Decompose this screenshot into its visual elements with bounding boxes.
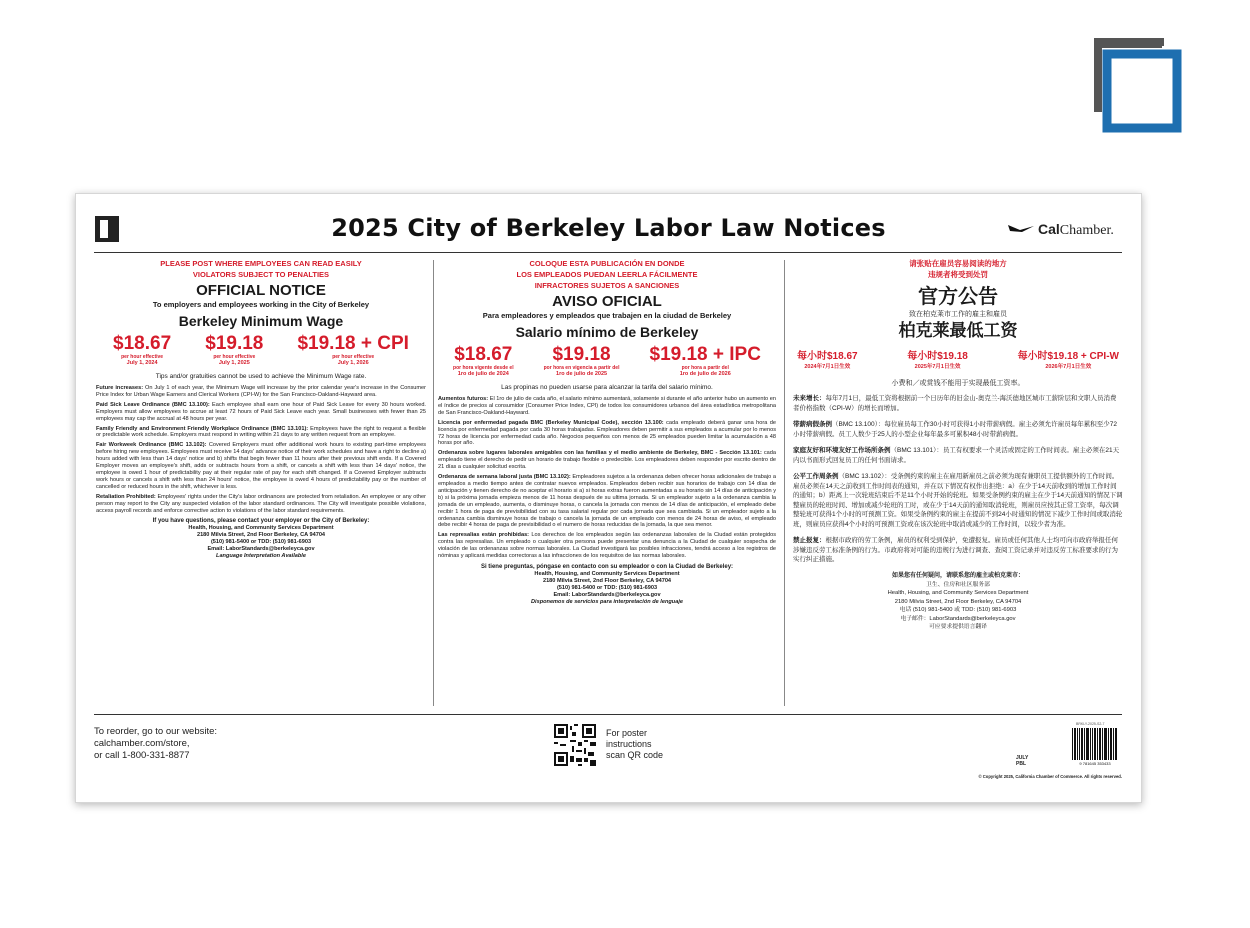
paragraph-text: cada empleado tiene el derecho de pedir un horario de trabajo flexible o predecible. Los empleadores deben responder por escrito dentro de 21 días a cualquier solicitud escrita. (438, 450, 776, 471)
paragraph-head: 禁止报复： (793, 537, 826, 544)
rate-date: 1ro de julio de 2025 (556, 371, 608, 377)
interpretation-note: Language Interpretation Available (216, 553, 306, 560)
post-notice-line1: 请张贴在雇员容易阅读的地方 (909, 259, 1007, 268)
rate-label: por hora en vigencia a partir del (543, 365, 620, 371)
date-code-line1: JULY (1016, 755, 1029, 761)
paragraph-head: Paid Sick Leave Ordinance (BMC 13.100): (96, 401, 210, 408)
paragraph-head: Ordenanza sobre lugares laborales amigables con las familias y el medio ambiente de Berkeley, BMC - Sección 13.101: (438, 450, 762, 457)
wage-rates (438, 345, 776, 378)
rate-date: July 1, 2024 (126, 360, 158, 366)
paragraph-retaliation (438, 532, 776, 560)
minimum-wage-title: Berkeley Minimum Wage (178, 313, 344, 329)
reorder-line3: or call 1-800-331-8877 (94, 750, 190, 761)
wage-rate-2026 (1018, 350, 1119, 372)
qr-line2: instructions (606, 739, 652, 749)
wage-rate-2024 (453, 345, 514, 378)
paragraph-family-friendly (438, 450, 776, 471)
rate-date: 2026年7月1日生效 (1045, 364, 1092, 370)
paragraph-head: Family Friendly and Environment Friendly Workplace Ordinance (BMC 13.101): (96, 425, 309, 432)
paragraph-family-friendly (96, 426, 426, 440)
department-email: 电子邮件：LaborStandards@berkeleyca.gov (900, 615, 1016, 622)
paragraph-text: Employees' rights under the City's labor ordinances are protected from retaliation. An employee or any other person may report to the City any suspected violation of the labor standard ordinances. The City will investigate possible violations, access payroll records and enforce corrective action to violations of the labor standard requirements. (96, 493, 426, 514)
paragraph-head: 公平工作周条例 (793, 473, 839, 480)
paragraph-text: （BMC 13.100）：每位雇员每工作30小时可获得1小时带薪病假。雇主必须允许雇员每年累积至少72小时带薪病假。员工人数少于25人的小型企业每年最多可累积48小时带薪病假。 (793, 421, 1117, 438)
paragraph-text: cada empleado deberá ganar una hora de licencia por enfermedad pagada por cada 30 horas trabajadas. Empleadores deben permitir a sus empleados a acumular por lo menos 72 horas de licencia por enfermedad cada año. Negocios pequeños con menos de 25 empleados pueden limitar la acumulación a 48 horas por año. (438, 419, 776, 447)
column-divider (784, 260, 785, 706)
paragraph-head: 带薪病假条例 (793, 421, 832, 428)
tip-note: Las propinas no pueden usarse para alcanzar la tarifa del salario mínimo. (501, 384, 713, 391)
paragraph-text: 每年7月1日，最低工资将根据前一个日历年的旧金山-奥克兰-海沃德地区城市工薪阶层和文职人员消费者价格指数（CPI-W）的增长而增加。 (793, 395, 1117, 412)
wage-rates (96, 334, 426, 367)
department-phone: (510) 981-5400 or TDD: (510) 981-6903 (556, 584, 658, 591)
rate-amount: $18.67 (454, 344, 513, 365)
wage-rate-2024 (113, 334, 171, 367)
paragraph-text: El 1ro de julio de cada año, el salario mínimo aumentará, solamente si durante el año anterior hubo un aumento en el índice de precios al consumidor (Consumer Price Index, CPI) de todos los consumidores urbanos del área estadística metropolitana de San Francisco-Oakland-Hayward. (438, 396, 776, 416)
barcode-icon (1071, 728, 1119, 766)
paragraph-head: Future increases: (96, 385, 144, 391)
copyright-notice: © Copyright 2025, California Chamber of Commerce. All rights reserved. (978, 774, 1122, 779)
interpretation-note: 可应要求提供语言翻译 (929, 624, 987, 630)
paragraph-head: 家庭友好和环境友好工作场所条例 (793, 447, 891, 454)
calchamber-brand (1038, 221, 1114, 239)
paragraph-text: On July 1 of each year, the Minimum Wage will increase by the prior calendar year's increase in the Consumer Price Index for Urban Wage Earners and Clerical Workers (CPI-W) for the San Francisco-Oakland-Hayward area. (96, 385, 426, 398)
wage-rate-2026 (650, 345, 761, 378)
paragraph-text: Each employee shall earn one hour of Paid Sick Leave for every 30 hours worked. Employers must allow employees to accrue at least 72 hours of Paid Sick Leave each year. Small businesses with fewer than 25 employees may cap the accrual at 48 hours per year. (96, 401, 426, 422)
paragraph-head: Las represalias están prohibidas: (438, 532, 530, 539)
official-notice-title: 官方公告 (918, 286, 998, 308)
rate-amount: 每小时$19.18 (907, 351, 968, 362)
paragraph-text: Los derechos de los empleados según las ordenanzas laborales de la Ciudad están protegidos contra las represalias. Un empleado o cualquier otra persona puede presentar una denuncia a la Ciudad de cualquier sospecha de violación de las ordenanzas sobre normas laborales. La Ciudad investigará las posibles infracciones, tendrá acceso a los registros de nóminas y aplicará medidas correctoras a las infracciones de los requisitos de las normas laborales. (438, 532, 776, 560)
brand-rest: Chamber. (1059, 223, 1114, 238)
paragraph-head: Aumentos futuros: (438, 396, 489, 402)
official-notice-title: OFFICIAL NOTICE (196, 282, 326, 299)
rate-date: 2024年7月1日生效 (804, 364, 851, 370)
wage-rates (793, 350, 1123, 372)
notice-subtitle: Para empleadores y empleados que trabajen en la ciudad de Berkeley (482, 311, 732, 320)
department-phone: 电话 (510) 981-5400 或 TDD: (510) 981-6903 (899, 607, 1017, 613)
minimum-wage-title: Salario mínimo de Berkeley (515, 324, 699, 340)
rate-label: per hour effective (213, 354, 256, 360)
interpretation-note: Disponemos de servicios para interpretación de lenguaje (530, 598, 683, 605)
department-name-chinese: 卫生、住房和社区服务部 (926, 581, 990, 588)
paragraph-family-friendly (793, 446, 1123, 465)
paragraph-head: Retaliation Prohibited: (96, 493, 156, 500)
poster-title: 2025 City of Berkeley Labor Law Notices (331, 214, 886, 242)
qr-instructions (606, 728, 663, 761)
rate-date: 1ro de julio de 2026 (679, 371, 731, 377)
post-notice-line2: LOS EMPLEADOS PUEDAN LEERLA FÁCILMENTE (516, 270, 698, 279)
wage-rate-2025 (544, 345, 620, 378)
notice-subtitle: To employers and employees working in the City of Berkeley (152, 300, 370, 309)
post-notice-line1: PLEASE POST WHERE EMPLOYEES CAN READ EASILY (160, 259, 362, 268)
sku-code: BRKLY-2025-S2-7 (1076, 722, 1105, 726)
post-notice-line2: VIOLATORS SUBJECT TO PENALTIES (192, 270, 330, 279)
department-name: Health, Housing, and Community Services Department (887, 590, 1029, 596)
reorder-info (94, 726, 217, 762)
qr-line3: scan QR code (606, 750, 664, 760)
wage-rate-2025 (205, 334, 263, 367)
paragraph-text: Covered Employers must offer additional work hours to existing part-time employees before hiring new employees. Employees must receive 14 days' advance notice of their work schedules and have a right to decline a) hours added with less than 14 days' notice and b) shifts that begin fewer than 11 hours after their previous shift ends. If a Covered Employer moves an employee's shift, adds or subtracts hours from a shift, or cancels a shift with less than 14 days' notice, the employee is owed 1 hour of predictability pay at their regular rate of pay for each shift changed. If a Covered Employer subtracts work hours or cancels a shift with less than 24 hours' notice, the employee is owed 4 hours of predictability pay or the number of cancelled or reduced hours in the shift, whichever is less. (96, 442, 426, 490)
wage-rate-2024 (797, 350, 858, 372)
paragraph-paid-sick-leave (793, 420, 1123, 439)
bottom-divider (94, 714, 1122, 715)
rate-amount: $19.18 + IPC (649, 344, 761, 365)
reorder-line1: To reorder, go to our website: (94, 726, 218, 737)
questions-line: If you have questions, please contact your employer or the City of Berkeley: (152, 518, 370, 525)
paragraph-fair-workweek (438, 474, 776, 529)
wage-rate-2025 (907, 350, 968, 372)
brand-bold: Cal (1038, 221, 1060, 237)
post-notice-line3: INFRACTORES SUJETOS A SANCIONES (534, 281, 680, 290)
paragraph-text: （BMC 13.101）：员工有权要求一个灵活或固定的工作时间表。雇主必须在21天内以书面形式回复员工的任何书面请求。 (793, 447, 1120, 464)
paragraph-retaliation (96, 494, 426, 515)
paragraph-fair-workweek (793, 472, 1123, 529)
wage-rate-2026 (297, 334, 408, 367)
post-notice-line2: 违规者将受到处罚 (928, 270, 988, 279)
department-name: Health, Housing, and Community Services Department (534, 570, 680, 577)
rate-label: por hora vigente desde el (453, 365, 514, 371)
rate-amount: $19.18 (552, 344, 611, 365)
expand-icon[interactable] (1092, 36, 1184, 136)
notice-subtitle: 致在柏克莱市工作的雇主和雇员 (909, 311, 1007, 318)
date-code-line2: PBL (1016, 761, 1026, 767)
reorder-line2: calchamber.com/store, (94, 738, 190, 749)
paragraph-future-increases (793, 394, 1123, 413)
rate-date: 1ro de julio de 2024 (457, 371, 509, 377)
tip-note: 小费和／或赏钱不能用于实现最低工资率。 (891, 380, 1025, 387)
department-address: 2180 Milvia Street, 2nd Floor Berkeley, CA 94704 (894, 598, 1022, 605)
paragraph-paid-sick-leave (96, 402, 426, 423)
rate-label: per hour effective (332, 354, 375, 360)
paragraph-head: Fair Workweek Ordinance (BMC 13.102): (96, 442, 207, 449)
questions-line: 如果您有任何疑问，请联系您的雇主或柏克莱市： (891, 572, 1024, 579)
spanish-column (438, 258, 776, 708)
rate-amount: $18.67 (113, 333, 172, 354)
post-notice-line1: COLOQUE ESTA PUBLICACIÓN EN DONDE (529, 259, 685, 268)
english-column (96, 258, 426, 708)
rate-amount: $19.18 (205, 333, 264, 354)
rate-date: July 1, 2025 (218, 360, 250, 366)
paragraph-text: Empleadores sujetos a la ordenanza deben ofrecer horas adicionales de trabajo a empleados a medio tiempo antes de contratar nuevos empleados. Empleados deben recibir sus horarios de trabajo con 14 días de anticipación y tienen derecho de no aceptar el horario si a) si horas extras fueron aumentadas a su horario sin 14 días de anticipación y b) si la próxima jornada empieza menos de 11 horas después de su ultima jornada. Si un empleador sujeto a la ordenanza cambia la jornada de un empleado, aumenta, o disminuye horas, o cancela la jornada con menos de 14 días de anticipación, el empleado debe recibir 1 hora de paga de previsibilidad con su tasa salarial regular por cada jornada que sea cambiada. Si un empleador sujeto a la ordenanza cambia disminuye horas de trabajo o cancela la jornada de un empleado con menos de 24 horas de aviso, el empleado debe recibir 4 horas de paga de previsibilidad o el numero de horas reducidas de la jornada, la que sea menor. (438, 474, 776, 529)
questions-line: Si tiene preguntas, póngase en contacto con su empleador o con la Ciudad de Berkeley: (480, 563, 734, 570)
paragraph-head: Ordenanza de semana laboral justa (BMC 13.102): (438, 474, 571, 481)
paragraph-future-increases (438, 396, 776, 417)
rate-date: 2025年7月1日生效 (914, 364, 961, 370)
calchamber-logo-icon (1008, 223, 1034, 235)
department-email: Email: LaborStandards@berkeleyca.gov (207, 546, 315, 553)
paragraph-retaliation (793, 536, 1123, 565)
department-address: 2180 Milvia Street, 2nd Floor Berkeley, CA 94704 (196, 532, 326, 539)
barcode-digits: 9 781645 353433 (1079, 761, 1111, 766)
column-divider (433, 260, 434, 706)
qr-code-icon (554, 724, 596, 766)
date-code (1016, 755, 1028, 767)
paragraph-future-increases (96, 385, 426, 399)
labor-law-poster (75, 193, 1142, 803)
rate-amount: 每小时$19.18 + CPI-W (1017, 351, 1119, 362)
paragraph-text: Employees have the right to request a flexible or predictable work schedule. Employers must respond in writing within 21 days to any written request from an employee. (96, 425, 426, 439)
rate-label: por hora a partir del (681, 365, 729, 371)
paragraph-head: 未来增长： (793, 395, 826, 402)
rate-label: per hour effective (121, 354, 164, 360)
tip-note: Tips and/or gratuities cannot be used to achieve the Minimum Wage rate. (155, 373, 367, 380)
chinese-column (793, 258, 1123, 708)
rate-date: July 1, 2026 (337, 360, 369, 366)
paragraph-text: （BMC 13.102）：受条例约束的雇主在雇用新雇员之前必须为现有兼职员工提供额外的工作时间。雇员必须在14天之前收到工作时间表的通知，并在以下情况有权作出拒绝：a）在少于14天前收到的增加工作时间的通知；b）距离上一次轮班结束后不足11个小时开始的轮班。如果受条例约束的雇主在少于14天前通知的情况下调整雇员的轮班时间、增加或减少轮班的工时，或在少于14天前的通知取消轮班，则雇员应按其正常工资率，每次调整轮班可获得1个小时的可预测工资。如果受条例约束的雇主在提前不到24小时通知的情况下减少工作时间或取消轮班，则雇员应获得4个小时的可预测工资或在该次轮班中取消或减少的工作时间，以较少者为准。 (793, 473, 1123, 528)
department-name: Health, Housing, and Community Services Department (188, 525, 334, 532)
minimum-wage-title: 柏克莱最低工资 (898, 321, 1018, 340)
paragraph-text: 根据市政府的劳工条例，雇员的权利受到保护，免遭报复。雇员或任何其他人士均可向市政府举报任何涉嫌违反劳工标准条例的行为。市政府将对可能的违规行为进行调查、查阅工资记录并对违反劳工标准要求的行为实行纠正措施。 (793, 537, 1118, 563)
paragraph-paid-sick-leave (438, 420, 776, 448)
rate-amount: 每小时$18.67 (797, 351, 858, 362)
top-divider (94, 252, 1122, 253)
paragraph-fair-workweek (96, 442, 426, 490)
rate-amount: $19.18 + CPI (297, 333, 409, 354)
official-notice-title: AVISO OFICIAL (552, 293, 662, 310)
paragraph-head: Licencia por enfermedad pagada BMC (Berkeley Municipal Code), sección 13.100: (438, 419, 664, 426)
department-address: 2180 Milvia Street, 2nd Floor Berkeley, CA 94704 (542, 577, 672, 584)
department-email: Email: LaborStandards@berkeleyca.gov (553, 591, 661, 598)
qr-line1: For poster (606, 728, 648, 738)
department-phone: (510) 981-5400 or TDD: (510) 981-6903 (210, 539, 312, 546)
